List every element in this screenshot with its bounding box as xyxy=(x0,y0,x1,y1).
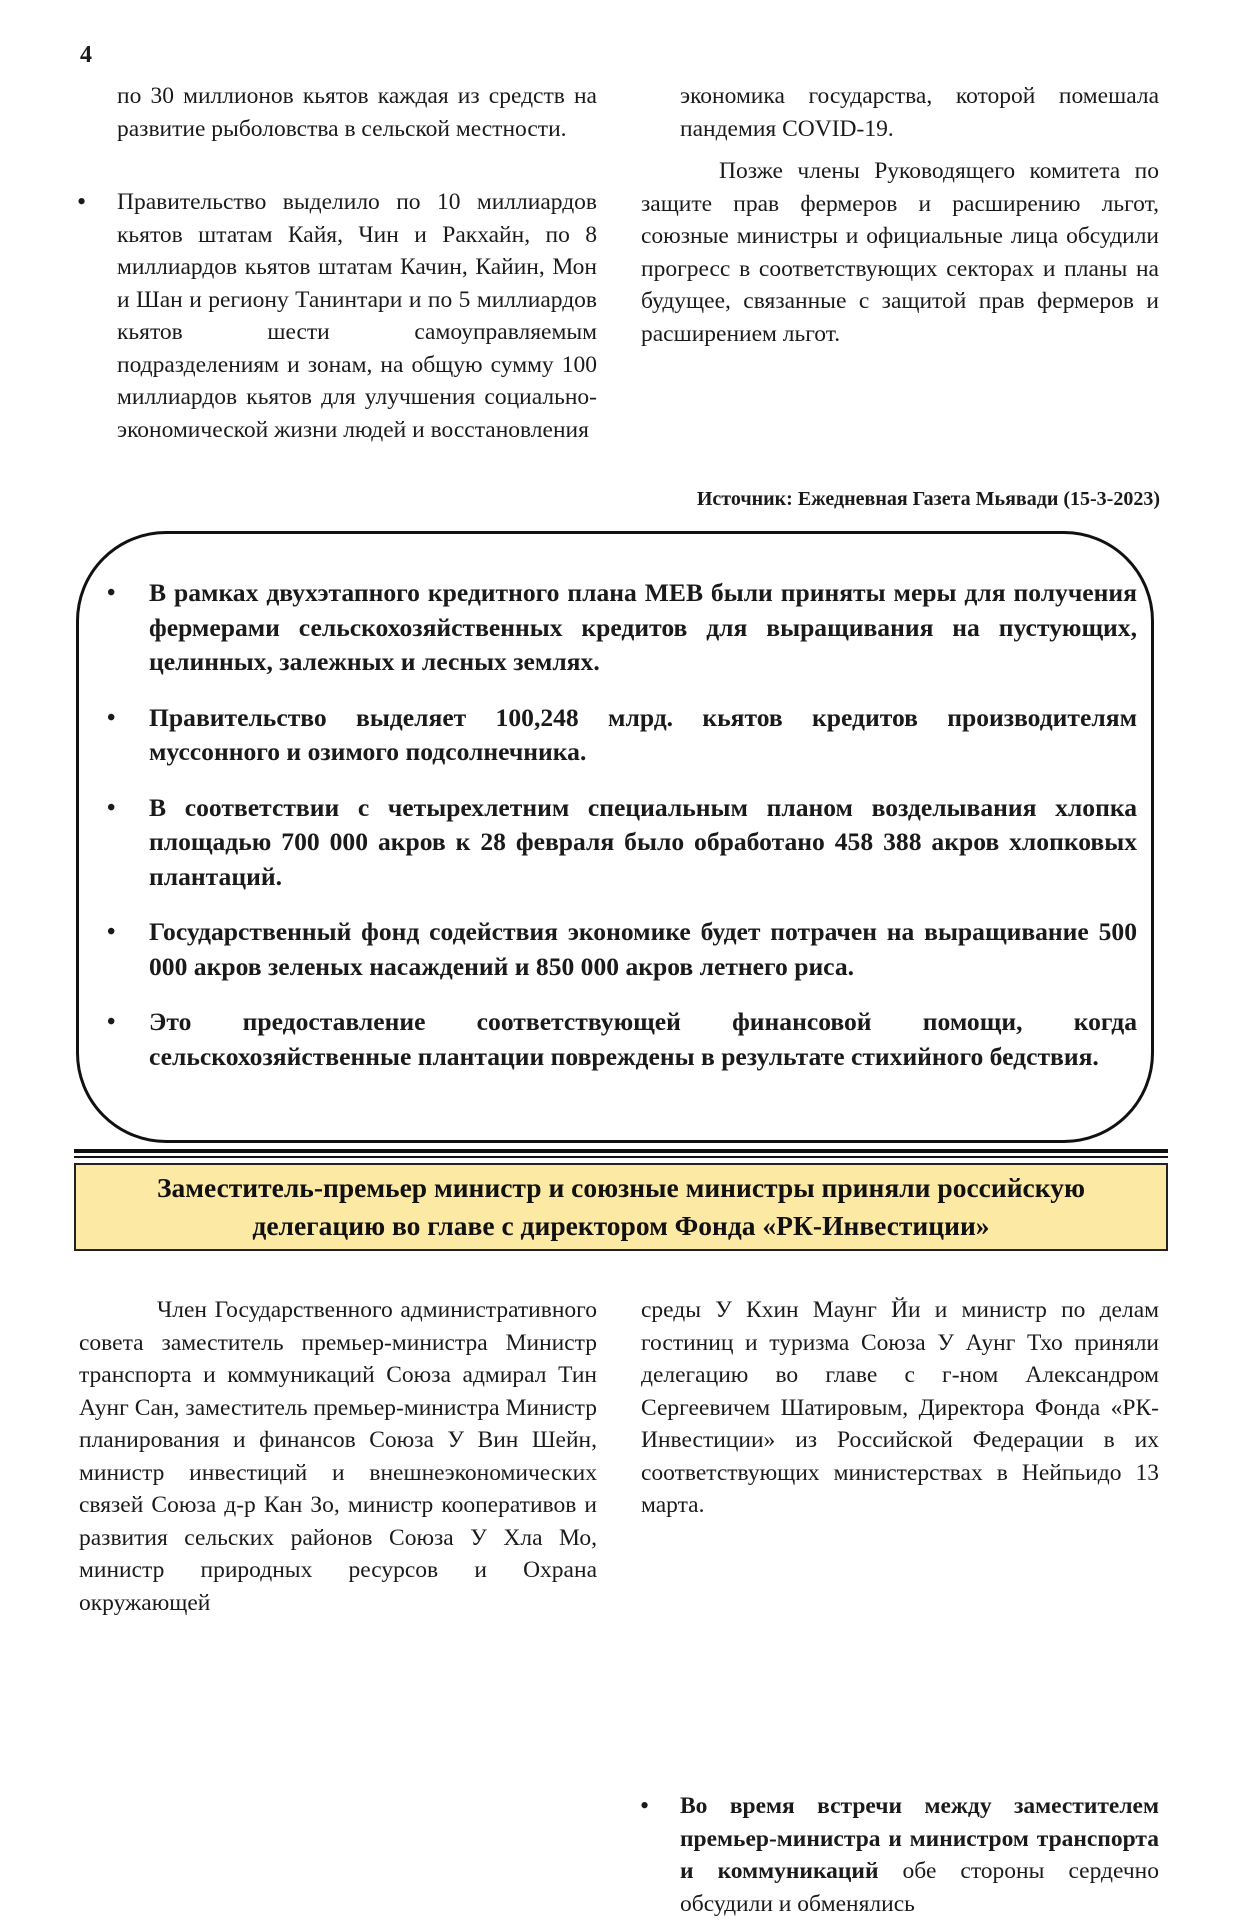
article-headline: Заместитель-премьер министр и союзные министры приняли российскую делегацию во главе с директором Фонда «РК-Инвестиции» xyxy=(157,1172,1085,1241)
article-left-column xyxy=(79,1294,597,1619)
summary-item xyxy=(107,791,1137,895)
right-column-top xyxy=(641,80,1159,350)
headline-box xyxy=(74,1163,1168,1251)
summary-item xyxy=(107,915,1137,984)
bullet-icon: • xyxy=(77,187,87,216)
article-bullet-bold: Во время встречи между заместителем премьер-министра и министром транспорта и коммуникаций xyxy=(680,1793,1159,1884)
summary-item xyxy=(107,576,1137,680)
article-left-paragraph: Член Государственного административного совета заместитель премьер-министра Министр транспорта и коммуникаций Союза адмирал Тин Аунг Сан, заместитель премьер-министра Министр планирования и финансов Союза У Вин Шейн, министр инвестиций и внешнеэкономических связей Союза д-р Кан Зо, министр кооперативов и развития сельских районов Союза У Хла Мо, министр природных ресурсов и Охрана окружающей xyxy=(79,1297,597,1616)
right-continuation-text: экономика государства, которой помешала пандемия COVID-19. xyxy=(680,83,1159,142)
bullet-icon: • xyxy=(107,919,116,945)
page-number: 4 xyxy=(80,42,92,68)
bullet-icon: • xyxy=(107,580,116,606)
summary-item-text: Государственный фонд содействия экономике будет потрачен на выращивание 500 000 акров зеленых насаждений и 850 000 акров летнего риса. xyxy=(149,917,1137,981)
left-bullet-item xyxy=(77,186,597,446)
summary-item-text: Правительство выделяет 100,248 млрд. кьятов кредитов производителям муссонного и озимого подсолнечника. xyxy=(149,702,1137,766)
section-divider-thin xyxy=(74,1156,1168,1158)
summary-item xyxy=(107,701,1137,770)
article-right-paragraph: среды У Кхин Маунг Йи и министр по делам гостиниц и туризма Союза У Аунг Тхо приняли делегацию во главе с г-ном Александром Сергеевичем Шатировым, Директора Фонда «РК-Инвестиции» из Российской Федерации в их соответствующих министерствах в Нейпьидо 13 марта. xyxy=(641,1297,1159,1518)
article-right-column xyxy=(641,1294,1159,1522)
summary-item-text: Это предоставление соответствующей финансовой помощи, когда сельскохозяйственные плантации повреждены в результате стихийного бедствия. xyxy=(149,1007,1137,1071)
bullet-icon: • xyxy=(640,1791,650,1820)
bullet-icon: • xyxy=(107,794,116,821)
summary-item-text: В соответствии с четырехлетним специальным планом возделывания хлопка площадью 700 000 акров к 28 февраля было обработано 458 388 акров хлопковых плантаций. xyxy=(149,792,1137,891)
left-bullet-text: Правительство выделило по 10 миллиардов кьятов штатам Кайя, Чин и Ракхайн, по 8 миллиардов кьятов штатам Качин, Кайин, Мон и Шан и региону Танинтари и по 5 миллиардов кьятов шести самоуправляемым подразделениям и зонам, на общую сумму 100 миллиардов кьятов для улучшения социально-экономической жизни людей и восстановления xyxy=(117,189,597,443)
section-divider-thick xyxy=(74,1149,1168,1153)
summary-item xyxy=(107,1005,1137,1074)
bullet-icon: • xyxy=(107,1009,116,1035)
summary-list xyxy=(107,576,1137,1095)
article-bullet-text xyxy=(680,1790,1159,1920)
left-continuation-text: по 30 миллионов кьятов каждая из средств на развитие рыболовства в сельской местности. xyxy=(117,83,597,142)
article-bullet-item xyxy=(640,1790,1159,1920)
source-citation: Источник: Ежедневная Газета Мьявади (15-3-2023) xyxy=(696,488,1160,510)
summary-box xyxy=(76,531,1154,1143)
right-paragraph-text: Позже члены Руководящего комитета по защите прав фермеров и расширению льгот, союзные министры и официальные лица обсудили прогресс в соответствующих секторах и планы на будущее, связанные с защитой прав фермеров и расширением льгот. xyxy=(641,158,1159,347)
summary-item-text: В рамках двухэтапного кредитного плана MEB были приняты меры для получения фермерами сельскохозяйственных кредитов для выращивания на пустующих, целинных, залежных и лесных землях. xyxy=(149,578,1137,676)
bullet-icon: • xyxy=(107,704,116,731)
left-column-top xyxy=(117,80,597,155)
article-bullet-rest: обе стороны сердечно обсудили и обменялись xyxy=(680,1858,1159,1917)
